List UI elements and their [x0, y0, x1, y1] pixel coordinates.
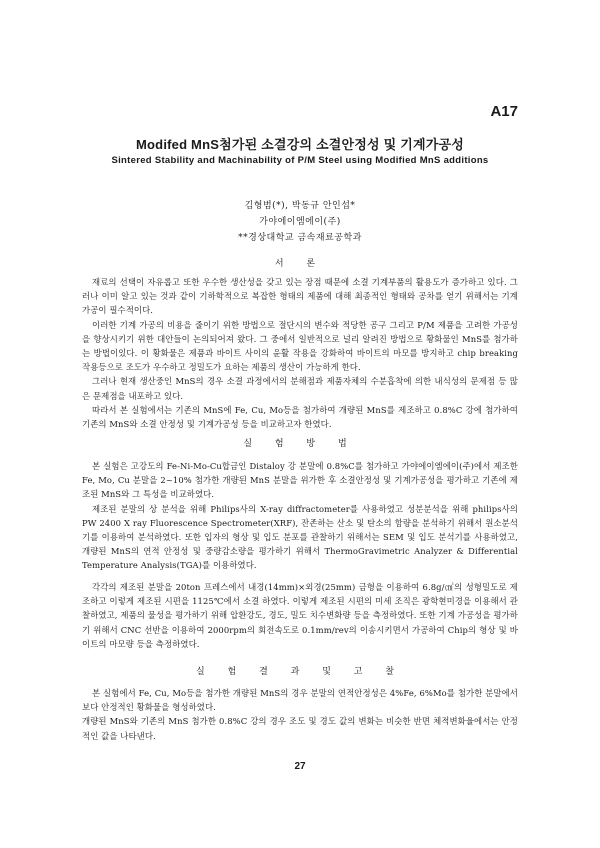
- methods-paragraph: 각각의 제조된 분말을 20ton 프레스에서 내경(14mm)×외경(25mm) 금형을 이용하여 6.8g/㎤의 성형밀도로 제조하고 이렇게 제조된 시편을 1125℃에서 소결 하였다. 이렇게 제조된 시편의 미세 조직은 광학현미경을 이용해서 관찰하였고, 제품의 물성을 평가하기 위해 압환강도, 경도, 밀도 치수변화량 등을 측정하였다. 또한 기계 가공성을 평가하기 위해서 CNC 선반을 이용하여 2000rpm의 회전속도로 0.1mm/rev의 이송시키면서 가공하여 Chip의 형상 및 바이트의 마모량 등을 측정하였다.: [82, 582, 518, 649]
- intro-paragraph: 따라서 본 실험에서는 기존의 MnS에 Fe, Cu, Mo등을 첨가하여 개량된 MnS를 제조하고 0.8%C 강에 첨가하여 기존의 MnS와 소결 안정성 및 기계가공성 등을 비교하고자 한였다.: [82, 404, 518, 430]
- page-number: 27: [294, 761, 306, 772]
- methods-body: [82, 459, 518, 573]
- results-body: [82, 686, 518, 743]
- affiliation-company: 가야에이엠에이(주): [259, 217, 341, 227]
- title-english: Sintered Stability and Machinability of P/M Steel using Modified MnS additions: [111, 155, 489, 166]
- author-names: 김형범(*), 박동규 안인섭*: [244, 201, 356, 211]
- abstract-code: A17: [490, 103, 518, 120]
- title-korean: Modifed MnS첨가된 소결강의 소결안정성 및 기계가공성: [136, 137, 464, 152]
- intro-paragraph: 재료의 선택이 자유롭고 또한 우수한 생산성을 갖고 있는 장점 때문에 소결 기계부품의 활용도가 증가하고 있다. 그러나 이미 알고 있는 것과 같이 기하학적으로 복잡한 형태의 제품에 대해 최종적인 형태와 공차를 얻기 위해서는 기계가공이 필수적이다.: [82, 277, 518, 316]
- results-paragraph: 본 실험에서 Fe, Cu, Mo등을 첨가한 개량된 MnS의 경우 분말의 연적안정성은 4%Fe, 6%Mo를 첨가한 분말에서 보다 안정적인 황화물을 형성하였다.: [82, 688, 518, 713]
- methods-paragraph: 본 실험은 고강도의 Fe-Ni-Mo-Cu합금인 Distaloy 강 분말에 0.8%C를 첨가하고 가야에이엠에이(주)에서 제조한 Fe, Mo, Cu 분말을 2~10% 첨가한 개량된 MnS 분말을 위가한 후 소결안정성 및 기계가공성을 평가하고 기존에 제조된 MnS와 그 특성을 비교하였다.: [82, 461, 518, 500]
- introduction-body: [82, 275, 518, 431]
- intro-paragraph: 그러나 현재 생산중인 MnS의 경우 소결 과정에서의 분해점과 제품자체의 수분흡착에 의한 내식성의 문제점 등 많은 문제점을 내포하고 있다.: [82, 376, 518, 401]
- intro-paragraph: 이러한 기계 가공의 비용을 줄이기 위한 방법으로 절단시의 변수와 적당한 공구 그리고 P/M 제품을 고려한 가공성을 향상시키기 위한 대안들이 논의되어져 왔다. 그 중에서 일반적으로 널리 알려진 방법으로 황화물인 MnS를 첨가하는 방법이있다. 이 황화물은 제품과 바이트 사이의 윤활 작용을 강화하여 바이트의 마모를 방지하고 chip breaking 작용등으로 조도가 우수하고 정밀도가 요하는 제품의 생산이 가능하게 한다.: [82, 319, 518, 373]
- methods-paragraph: 제조된 분말의 상 분석을 위해 Philips사의 X-ray diffractometer를 사용하였고 성분분석을 위해 philips사의 PW 2400 X ray Fluorescence Spectrometer(XRF), 잔존하는 산소 및 탄소의 함량을 분석하기 위해서 원소분석기를 이용하여 분석하였다. 또한 입자의 형상 및 입도 분포를 관찰하기 위해서는 SEM 및 입도 분석기를 사용하였고, 개량된 MnS의 연적 안정성 및 중량감소량을 평가하기 위해서 ThermoGravimetric Analyzer & Differential Temperature Analysis(TGA)를 이용하였다.: [82, 503, 518, 571]
- methods-body-continued: [82, 580, 518, 651]
- section-heading-introduction: 서 론: [274, 259, 326, 269]
- section-heading-results: 실 험 결 과 및 고 찰: [195, 667, 405, 677]
- results-paragraph: 개량된 MnS와 기존의 MnS 첨가한 0.8%C 강의 경우 조도 및 경도 값의 변화는 비슷한 반면 체적변화율에서는 안정적인 값을 나타낸다.: [82, 716, 518, 741]
- affiliation-university: **경상대학교 금속재료공학과: [238, 233, 362, 243]
- section-heading-methods: 실 험 방 법: [243, 439, 357, 449]
